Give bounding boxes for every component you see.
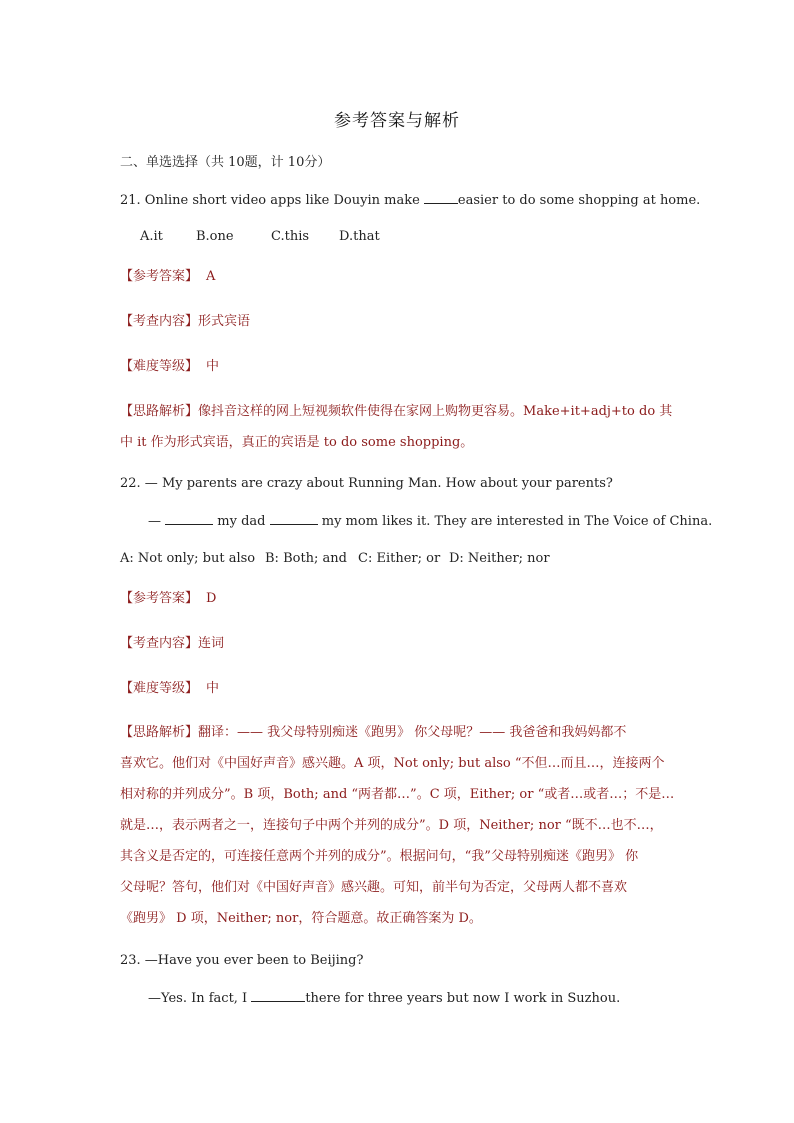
option-a: A: Not only; but also <box>120 551 256 566</box>
analysis-text-cont: 父母呢？答句，他们对《中国好声音》感兴趣。可知，前半句为否定，父母两人都不喜欢 <box>120 880 628 895</box>
question-21 <box>120 191 700 210</box>
option-d: D: Neither; nor <box>449 551 550 566</box>
level-row-22 <box>120 680 219 698</box>
question-23-reply: —Yes. In fact, I there for three years but now I work in Suzhou. <box>148 991 621 1006</box>
level-row-21 <box>120 358 219 376</box>
page-title: 参考答案与解析 <box>334 111 460 131</box>
analysis-text-cont: 《跑男》 D 项，Neither; nor，符合题意。故正确答案为 D。 <box>120 911 482 926</box>
content-value: 形式宾语 <box>198 314 251 329</box>
answer-blank <box>424 191 458 204</box>
level-label: 【难度等级】 <box>120 359 199 374</box>
option-b: B: Both; and <box>265 551 347 566</box>
content-row-21 <box>120 313 250 331</box>
option-c: C: Either; or <box>358 551 441 566</box>
answer-blank <box>251 989 305 1002</box>
analysis-row-22 <box>120 724 626 742</box>
analysis-text-cont: 相对称的并列成分”。B 项，Both; and “两者都…”。C 项，Either; or “或者…或者…；不是… <box>120 787 675 802</box>
section-heading: 二、单选选择（共 10题，计 10分） <box>120 155 331 170</box>
answer-value: A <box>206 269 216 284</box>
answer-value: D <box>206 591 217 606</box>
answer-blank <box>270 512 318 525</box>
question-22-reply: — my dad my mom likes it. They are interested in The Voice of China. <box>148 514 713 529</box>
analysis-text: 像抖音这样的网上短视频软件使得在家网上购物更容易。Make+it+adj+to do 其 <box>198 404 673 419</box>
question-22-stem: 22. — My parents are crazy about Running Man. How about your parents? <box>120 476 613 491</box>
option-b: B.one <box>196 229 234 244</box>
analysis-text-cont: 喜欢它。他们对《中国好声音》感兴趣。A 项，Not only; but also “不但…而且…，连接两个 <box>120 756 665 771</box>
analysis-label: 【思路解析】 <box>120 725 199 740</box>
analysis-label: 【思路解析】 <box>120 404 199 419</box>
question-21-stem-end: easier to do some shopping at home. <box>457 193 701 208</box>
level-label: 【难度等级】 <box>120 681 199 696</box>
analysis-text-cont: 就是…，表示两者之一，连接句子中两个并列的成分”。D 项，Neither; nor “既不…也不…， <box>120 818 663 833</box>
content-label: 【考查内容】 <box>120 636 199 651</box>
option-a: A.it <box>140 229 163 244</box>
question-23-stem: 23. —Have you ever been to Beijing? <box>120 953 364 968</box>
analysis-text-cont: 其含义是否定的，可连接任意两个并列的成分”。根据问句，“我”父母特别痴迷《跑男》 你 <box>120 849 639 864</box>
option-c: C.this <box>271 229 310 244</box>
answer-label: 【参考答案】 <box>120 591 199 606</box>
question-22-options <box>120 550 550 568</box>
answer-row-22 <box>120 590 216 608</box>
level-value: 中 <box>206 359 220 374</box>
analysis-text-cont: 中 it 作为形式宾语，真正的宾语是 to do some shopping。 <box>120 435 474 450</box>
content-label: 【考查内容】 <box>120 314 199 329</box>
analysis-row-21 <box>120 403 672 421</box>
answer-blank <box>165 512 213 525</box>
level-value: 中 <box>206 681 220 696</box>
question-21-stem-start: 21. Online short video apps like Douyin make <box>120 193 424 208</box>
question-21-options <box>140 228 380 246</box>
content-value: 连词 <box>198 636 225 651</box>
analysis-text: 翻译：—— 我父母特别痴迷《跑男》 你父母呢？—— 我爸爸和我妈妈都不 <box>198 725 627 740</box>
content-row-22 <box>120 635 224 653</box>
answer-label: 【参考答案】 <box>120 269 199 284</box>
answer-row-21 <box>120 268 215 286</box>
option-d: D.that <box>339 229 380 244</box>
